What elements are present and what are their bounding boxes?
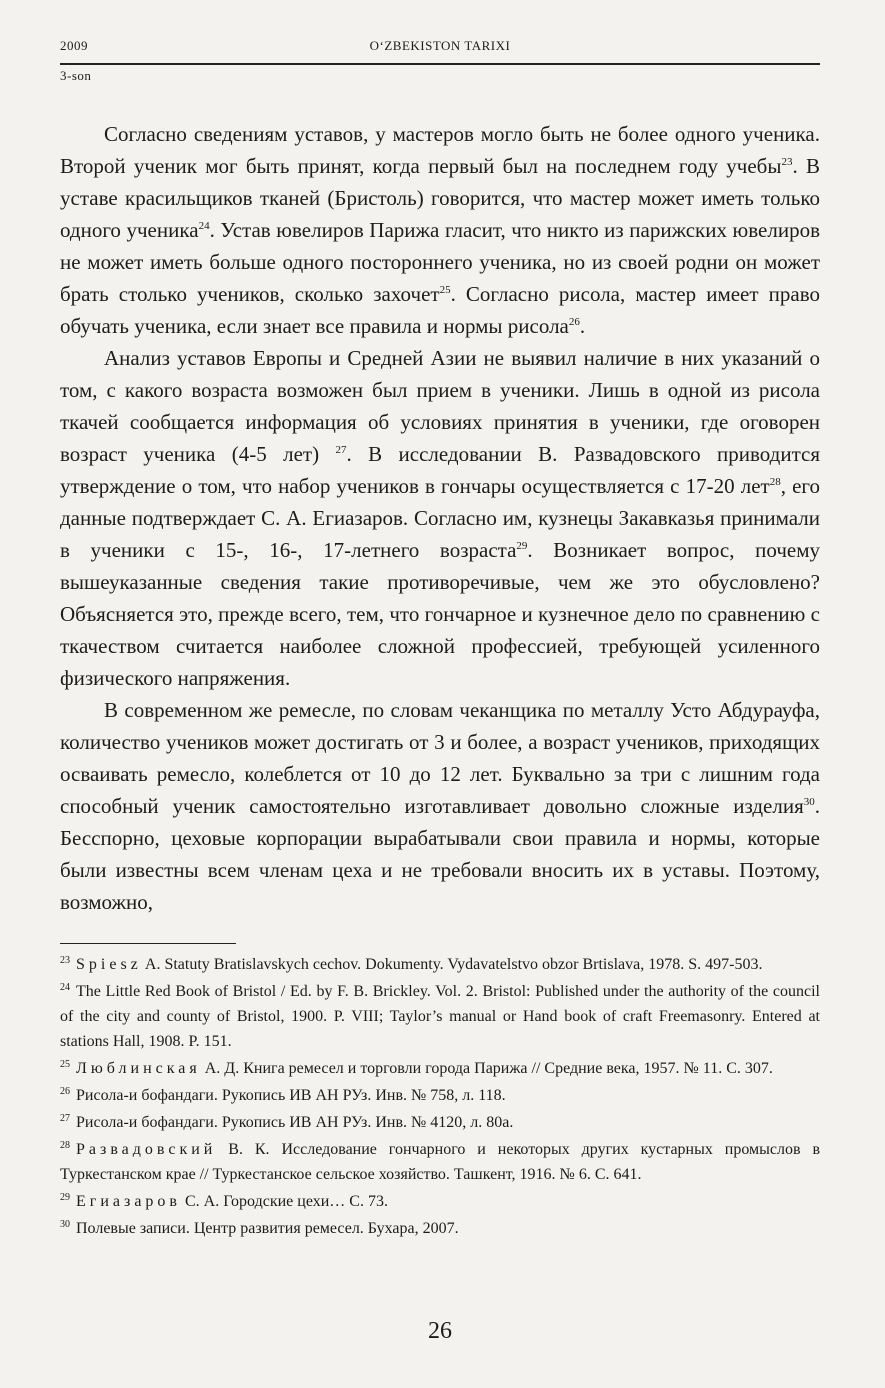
footnote-author: Spiesz: [76, 956, 142, 973]
footnote-reference: 26: [568, 316, 580, 328]
footnote: [60, 1083, 820, 1108]
footnote-text: В. К. Исследование гончарного и некоторых других кустарных промыслов в Туркестанском крае // Туркестанское сельское хозяйство. Ташкент, 1916. № 6. С. 641.: [60, 1141, 820, 1183]
footnote-number: 24: [60, 981, 70, 993]
footnote-text: А. Д. Книга ремесел и торговли города Парижа // Средние века, 1957. № 11. С. 307.: [200, 1060, 773, 1077]
header-issue: 3-son: [60, 68, 92, 83]
footnote-reference: 23: [781, 156, 793, 168]
paragraph-text: . Возникает вопрос, почему вышеуказанные сведения такие противоречивые, чем же это обусловлено? Объясняется это, прежде всего, тем, что гончарное и кузнечное дело по сравнению с ткачеством считается наиболее сложной профессией, требующей усиленного физического напряжения.: [60, 538, 821, 690]
footnote: [60, 1216, 820, 1241]
footnote-reference: 25: [439, 284, 451, 296]
paragraph-text: . В исследовании В. Развадовского приводится утверждение о том, что набор учеников в гончары осуществляется с 17-20 лет: [60, 442, 820, 498]
body-paragraph: [60, 694, 820, 918]
footnote-text: A. Statuty Bratislavskych cechov. Dokumenty. Vydavatelstvo obzor Brtislava, 1978. S. 497-503.: [141, 956, 763, 973]
footnote: [60, 979, 820, 1054]
running-head: [60, 30, 820, 83]
footnote-text: Рисола-и бофандаги. Рукопись ИВ АН РУз. Инв. № 758, л. 118.: [76, 1087, 506, 1104]
footnote: [60, 952, 820, 977]
footnote-reference: 27: [335, 444, 347, 456]
footnote-reference: 24: [198, 220, 210, 232]
paragraph-text: . Устав ювелиров Парижа гласит, что никто из парижских ювелиров не может иметь больше одного постороннего ученика, но из своей родни он может брать столько учеников, сколько захочет: [60, 218, 820, 306]
body-paragraph: [60, 118, 820, 342]
paragraph-text: Согласно сведениям уставов, у мастеров могло быть не более одного ученика. Второй ученик мог быть принят, когда первый был на последнем году учебы: [60, 122, 820, 178]
footnote: [60, 1137, 820, 1187]
footnote-number: 30: [60, 1218, 70, 1230]
footnote-number: 29: [60, 1191, 70, 1203]
footnote: [60, 1056, 820, 1081]
paragraph-text: . Согласно рисола, мастер имеет право обучать ученика, если знает все правила и нормы рисола: [60, 282, 820, 338]
paragraph-text: , его данные подтверждает С. А. Егиазаров. Согласно им, кузнецы Закавказья принимали в ученики с 15-, 16-, 17-летнего возраста: [60, 474, 820, 562]
footnote-text: Рисола-и бофандаги. Рукопись ИВ АН РУз. Инв. № 4120, л. 80а.: [76, 1114, 514, 1131]
paragraph-text: Анализ уставов Европы и Средней Азии не выявил наличие в них указаний о том, с какого возраста возможен был прием в ученики. Лишь в одной из рисола ткачей сообщается информация об условиях принятия в ученики, где оговорен возраст ученика (4-5 лет): [60, 346, 820, 466]
footnote-text: Полевые записи. Центр развития ремесел. Бухара, 2007.: [76, 1220, 459, 1237]
footnote-author: Люблинская: [76, 1060, 201, 1077]
footnote-reference: 29: [516, 540, 528, 552]
footnote-number: 23: [60, 954, 70, 966]
footnote-reference: 30: [803, 796, 815, 808]
paragraph-text: В современном же ремесле, по словам чеканщика по металлу Усто Абдурауфа, количество учеников может достигать от 3 и более, а возраст учеников, приходящих осваивать ремесло, колеблется от 10 до 12 лет. Буквально за три с лишним года способный ученик самостоятельно изготавливает довольно сложные изделия: [60, 698, 820, 818]
footnote-text: С. А. Городские цехи… С. 73.: [180, 1193, 388, 1210]
footnote: [60, 1189, 820, 1214]
footnote-author: Егиазаров: [76, 1193, 181, 1210]
main-text: [60, 118, 820, 918]
header-rule: [60, 63, 820, 65]
footnotes: [60, 952, 820, 1243]
header-journal-title: O‘ZBEKISTON TARIXI: [369, 38, 511, 53]
footnote: [60, 1110, 820, 1135]
body-paragraph: [60, 342, 820, 694]
footnote-number: 27: [60, 1112, 70, 1124]
paragraph-text: . Бесспорно, цеховые корпорации вырабатывали свои правила и нормы, которые были известны всем членам цеха и не требовали вносить их в уставы. Поэтому, возможно,: [60, 794, 820, 914]
footnote-number: 28: [60, 1139, 70, 1151]
footnote-reference: 28: [769, 476, 781, 488]
page-number: 26: [428, 1318, 452, 1344]
journal-page: [60, 30, 820, 1370]
footnote-author: Развадовский: [76, 1141, 217, 1158]
footnote-number: 26: [60, 1085, 70, 1097]
paragraph-text: .: [579, 314, 586, 338]
paragraph-text: . В уставе красильщиков тканей (Бристоль) говорится, что мастер может иметь только одного ученика: [60, 154, 820, 242]
header-year: 2009: [60, 38, 88, 53]
footnote-number: 25: [60, 1058, 70, 1070]
footnote-rule: [60, 943, 236, 944]
footnote-text: The Little Red Book of Bristol / Ed. by F. B. Brickley. Vol. 2. Bristol: Published under the authority of the council of the city and county of Bristol, 1900. P. VIII; Taylor’s manual or Hand book of craft Freemasonry. Entered at stations Hall, 1908. P. 151.: [60, 983, 820, 1050]
